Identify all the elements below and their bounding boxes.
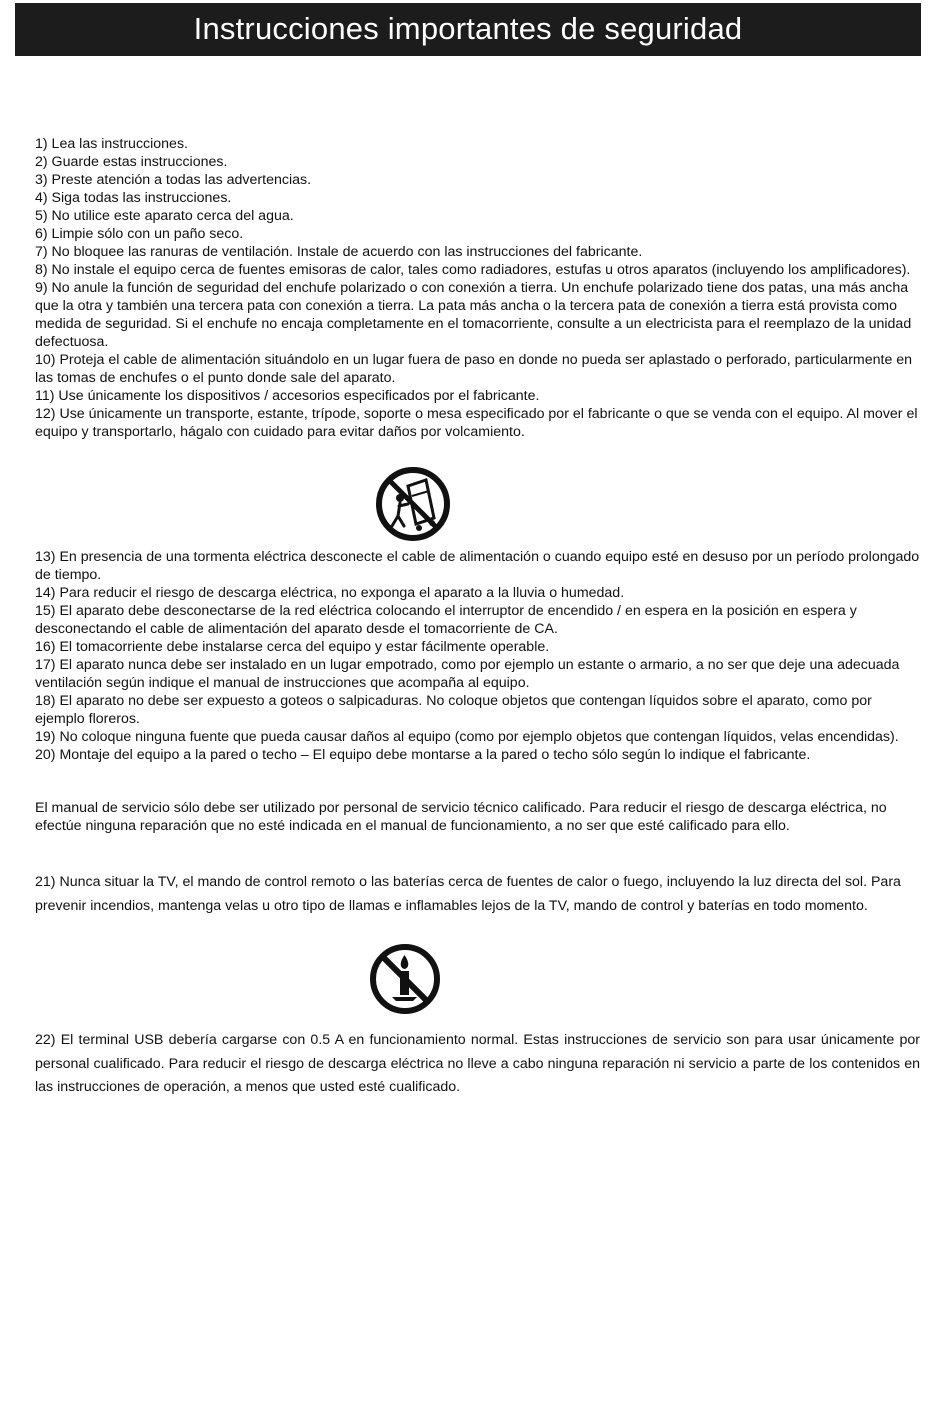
- list-item: 20) Montaje del equipo a la pared o techo – El equipo debe montarse a la pared o techo sólo según lo indique el fabricante.: [35, 747, 811, 763]
- list-item: 4) Siga todas las instrucciones.: [35, 190, 232, 206]
- item-21: [35, 871, 920, 918]
- list-item: 6) Limpie sólo con un paño seco.: [35, 226, 244, 242]
- list-item: 19) No coloque ninguna fuente que pueda causar daños al equipo (como por ejemplo objetos que contengan líquidos, velas encendidas).: [35, 729, 899, 745]
- list-item: 2) Guarde estas instrucciones.: [35, 154, 228, 170]
- service-note: [35, 799, 920, 835]
- no-candle-flame-icon: [367, 941, 443, 1017]
- list-item: 16) El tomacorriente debe instalarse cerca del equipo y estar fácilmente operable.: [35, 639, 550, 655]
- list-item: 9) No anule la función de seguridad del enchufe polarizado o con conexión a tierra. Un enchufe polarizado tiene dos patas, una más ancha que la otra y también una tercera pata con conexión a tierra. La pata más ancha o la tercera pata de conexión a tierra está provista como medida de seguridad. Si el enchufe no encaja completamente en el tomacorriente, consulte a un electricista para el reemplazo de la unidad defectuosa.: [35, 280, 912, 350]
- page-title: Instrucciones importantes de seguridad: [15, 3, 921, 56]
- list-item: 1) Lea las instrucciones.: [35, 136, 188, 152]
- list-item: 7) No bloquee las ranuras de ventilación. Instale de acuerdo con las instrucciones del fabricante.: [35, 244, 643, 260]
- item-22: [35, 1029, 920, 1100]
- list-item: 5) No utilice este aparato cerca del agua.: [35, 208, 294, 224]
- list-item: 13) En presencia de una tormenta eléctrica desconecte el cable de alimentación o cuando equipo esté en desuso por un período prolongado de tiempo.: [35, 549, 920, 583]
- item-22-text: 22) El terminal USB debería cargarse con 0.5 A en funcionamiento normal. Estas instrucciones de servicio son para usar únicamente por personal cualificado. Para reducir el riesgo de descarga eléctrica no lleve a cabo ninguna reparación ni servicio a parte de los contenidos en las instrucciones de operación, a menos que usted esté cualificado.: [35, 1032, 920, 1096]
- list-item: 3) Preste atención a todas las advertencias.: [35, 172, 312, 188]
- list-item: 14) Para reducir el riesgo de descarga eléctrica, no exponga el aparato a la lluvia o humedad.: [35, 585, 625, 601]
- list-item: 8) No instale el equipo cerca de fuentes emisoras de calor, tales como radiadores, estufas u otros aparatos (incluyendo los amplificadores).: [35, 262, 911, 278]
- item-21-text: 21) Nunca situar la TV, el mando de control remoto o las baterías cerca de fuentes de calor o fuego, incluyendo la luz directa del sol. Para prevenir incendios, mantenga velas u otro tipo de llamas e inflamables lejos de la TV, mando de control y baterías en todo momento.: [35, 874, 901, 914]
- instructions-list-1-12: [35, 135, 920, 441]
- cart-tip-over-warning-icon: [374, 466, 452, 542]
- list-item: 10) Proteja el cable de alimentación situándolo en un lugar fuera de paso en donde no pueda ser aplastado o perforado, particularmente en las tomas de enchufes o el punto donde sale del aparato.: [35, 352, 913, 386]
- list-item: 11) Use únicamente los dispositivos / accesorios especificados por el fabricante.: [35, 388, 540, 404]
- instructions-list-13-20: [35, 548, 920, 764]
- list-item: 18) El aparato no debe ser expuesto a goteos o salpicaduras. No coloque objetos que contengan líquidos sobre el aparato, como por ejemplo floreros.: [35, 693, 872, 727]
- list-item: 12) Use únicamente un transporte, estante, trípode, soporte o mesa especificado por el fabricante o que se venda con el equipo. Al mover el equipo y transportarlo, hágalo con cuidado para evitar daños por volcamiento.: [35, 406, 918, 440]
- list-item: 17) El aparato nunca debe ser instalado en un lugar empotrado, como por ejemplo un estante o armario, a no ser que deje una adecuada ventilación según indique el manual de instrucciones que acompaña al equipo.: [35, 657, 900, 691]
- service-note-text: El manual de servicio sólo debe ser utilizado por personal de servicio técnico calificado. Para reducir el riesgo de descarga eléctrica, no efectúe ninguna reparación que no esté indicada en el manual de funcionamiento, a no ser que esté calificado para ello.: [35, 800, 887, 834]
- list-item: 15) El aparato debe desconectarse de la red eléctrica colocando el interruptor de encendido / en espera en la posición en espera y desconectando el cable de alimentación del aparato desde el tomacorriente de CA.: [35, 603, 857, 637]
